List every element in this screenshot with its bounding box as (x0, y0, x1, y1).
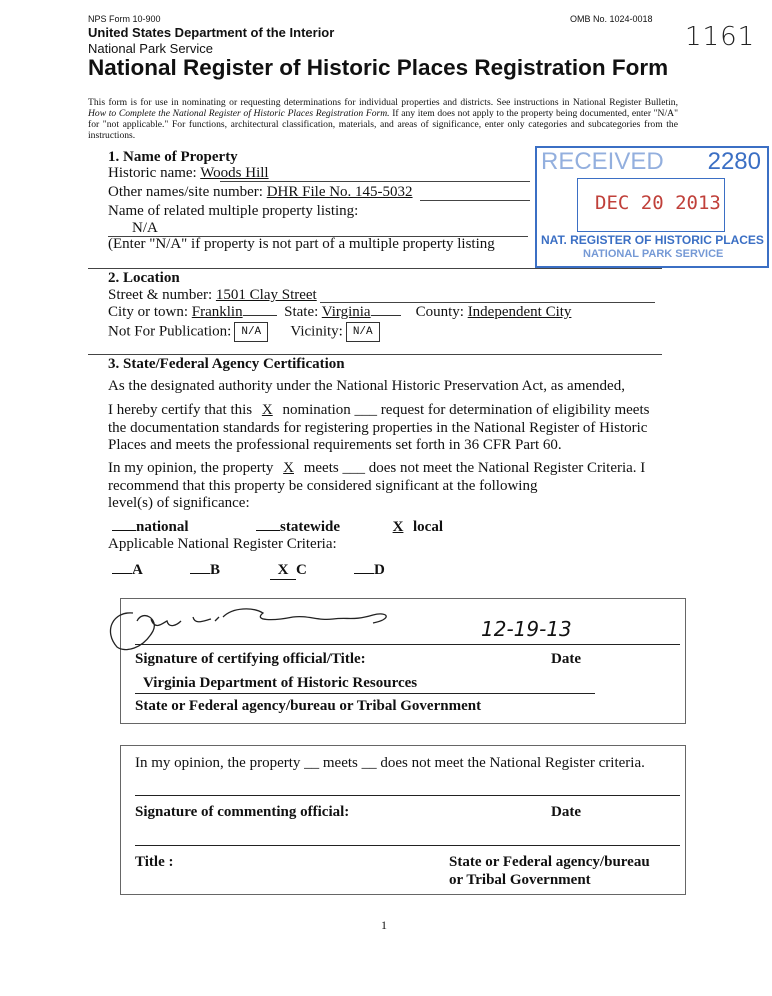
certify-line-3: Places and meets the professional requirements set forth in 36 CFR Part 60. (108, 437, 562, 453)
level-mark: X (392, 519, 404, 535)
commenting-date-label: Date (551, 804, 581, 820)
other-names-value: DHR File No. 145-5032 (266, 184, 413, 200)
criterion-d (354, 562, 385, 579)
city-row (108, 304, 571, 321)
certify-text-2: nomination ___ request for determination of eligibility meets (278, 402, 650, 418)
vicinity-field: N/A (346, 322, 380, 342)
criterion-mark: X (270, 562, 296, 580)
state-value: Virginia (321, 304, 371, 320)
city-value: Franklin (191, 304, 243, 320)
stamp-number: 2280 (707, 148, 761, 175)
authority-text: As the designated authority under the National Historic Preservation Act, as amended, (108, 378, 625, 394)
publication-row (108, 322, 380, 342)
historic-name-row (108, 165, 269, 182)
not-for-publication-label: Not For Publication: (108, 323, 232, 340)
bulletin-title: How to Complete the National Register of Historic Places Registration Form. (88, 108, 390, 119)
commenting-title-label: Title : (135, 854, 174, 870)
agency-value: Virginia Department of Historic Resources (143, 675, 418, 691)
historic-name-value: Woods Hill (200, 165, 269, 181)
street-row (108, 287, 317, 304)
agency: National Park Service (88, 41, 213, 56)
commenting-agency-1: State or Federal agency/bureau (449, 854, 650, 870)
opinion-line (108, 460, 645, 477)
certify-line-2: the documentation standards for registering properties in the National Register of Historic (108, 420, 648, 436)
level-label: statewide (280, 519, 340, 535)
certify-text: I hereby certify that this (108, 402, 256, 418)
level-mark (256, 530, 280, 531)
county-value: Independent City (467, 304, 572, 320)
opinion-text: In my opinion, the property (108, 460, 278, 476)
received-stamp (535, 146, 769, 268)
criterion-mark (112, 573, 132, 574)
signature-date: 12-19-13 (481, 617, 572, 641)
nomination-mark: X (261, 402, 273, 418)
commenting-signature-label: Signature of commenting official: (135, 804, 350, 820)
opinion-line-3: level(s) of significance: (108, 495, 250, 511)
signature-label: Signature of certifying official/Title: (135, 651, 366, 667)
opinion-text-2: meets ___ does not meet the National Register Criteria. I (299, 460, 646, 476)
city-label: City or town: (108, 304, 189, 320)
meets-mark: X (283, 460, 294, 476)
section1-heading: 1. Name of Property (108, 149, 238, 165)
criterion-mark (354, 573, 374, 574)
instructions-paragraph (88, 97, 678, 141)
street-value: 1501 Clay Street (215, 287, 317, 303)
intro-text: This form is for use in nominating or requesting determinations for individual properties and districts. See instructions in National Register Bulletin, (88, 97, 678, 108)
handwritten-number: 1161 (685, 22, 756, 52)
level-label: local (413, 519, 443, 535)
criterion-a (112, 562, 143, 579)
vicinity-label: Vicinity: (290, 323, 343, 340)
level-label: national (136, 519, 189, 535)
comment-opinion: In my opinion, the property __ meets __ does not meet the National Register criteria. (135, 755, 645, 771)
agency-label: State or Federal agency/bureau or Tribal Government (135, 698, 482, 714)
stamp-date: DEC 20 2013 (595, 192, 721, 214)
criterion-label: A (132, 562, 143, 578)
criterion-c (270, 562, 307, 580)
criterion-label: D (374, 562, 385, 578)
department: United States Department of the Interior (88, 25, 335, 40)
level-statewide (256, 519, 340, 536)
related-listing-note: (Enter "N/A" if property is not part of a multiple property listing (108, 236, 495, 252)
date-label: Date (551, 651, 581, 667)
form-number: NPS Form 10-900 (88, 14, 161, 24)
page-title: National Register of Historic Places Registration Form (88, 55, 669, 80)
level-local (383, 519, 443, 536)
level-national (112, 519, 189, 536)
related-listing-value: N/A (132, 220, 158, 236)
opinion-line-2: recommend that this property be considered significant at the following (108, 478, 538, 494)
omb-number: OMB No. 1024-0018 (570, 14, 653, 24)
street-label: Street & number: (108, 287, 213, 303)
county-label: County: (415, 304, 464, 320)
criteria-label: Applicable National Register Criteria: (108, 536, 337, 552)
certify-line (108, 402, 649, 419)
stamp-line2: NATIONAL PARK SERVICE (583, 248, 724, 260)
criterion-b (190, 562, 220, 579)
historic-name-label: Historic name: (108, 165, 197, 181)
other-names-row (108, 184, 413, 201)
criterion-label: C (296, 562, 307, 578)
criterion-mark (190, 573, 210, 574)
other-names-label: Other names/site number: (108, 184, 263, 200)
intro-text-2: If any item does not apply to the property being documented, enter "N/A" for "not applicable." For functions, architectural classification, materials, and areas of significance, enter only categories and subcategories from the instructions. (88, 108, 678, 141)
related-listing-label: Name of related multiple property listing: (108, 203, 359, 219)
commenting-agency-2: or Tribal Government (449, 872, 591, 888)
state-label: State: (284, 304, 319, 320)
section2-heading: 2. Location (108, 270, 180, 286)
not-for-publication-field: N/A (234, 322, 268, 342)
stamp-received: RECEIVED (541, 148, 664, 175)
section3-heading: 3. State/Federal Agency Certification (108, 356, 345, 372)
level-mark (112, 530, 136, 531)
certification-box (120, 598, 686, 724)
criterion-label: B (210, 562, 221, 578)
commenting-box (120, 745, 686, 895)
page-number: 1 (381, 918, 387, 932)
stamp-line1: NAT. REGISTER OF HISTORIC PLACES (541, 233, 764, 247)
